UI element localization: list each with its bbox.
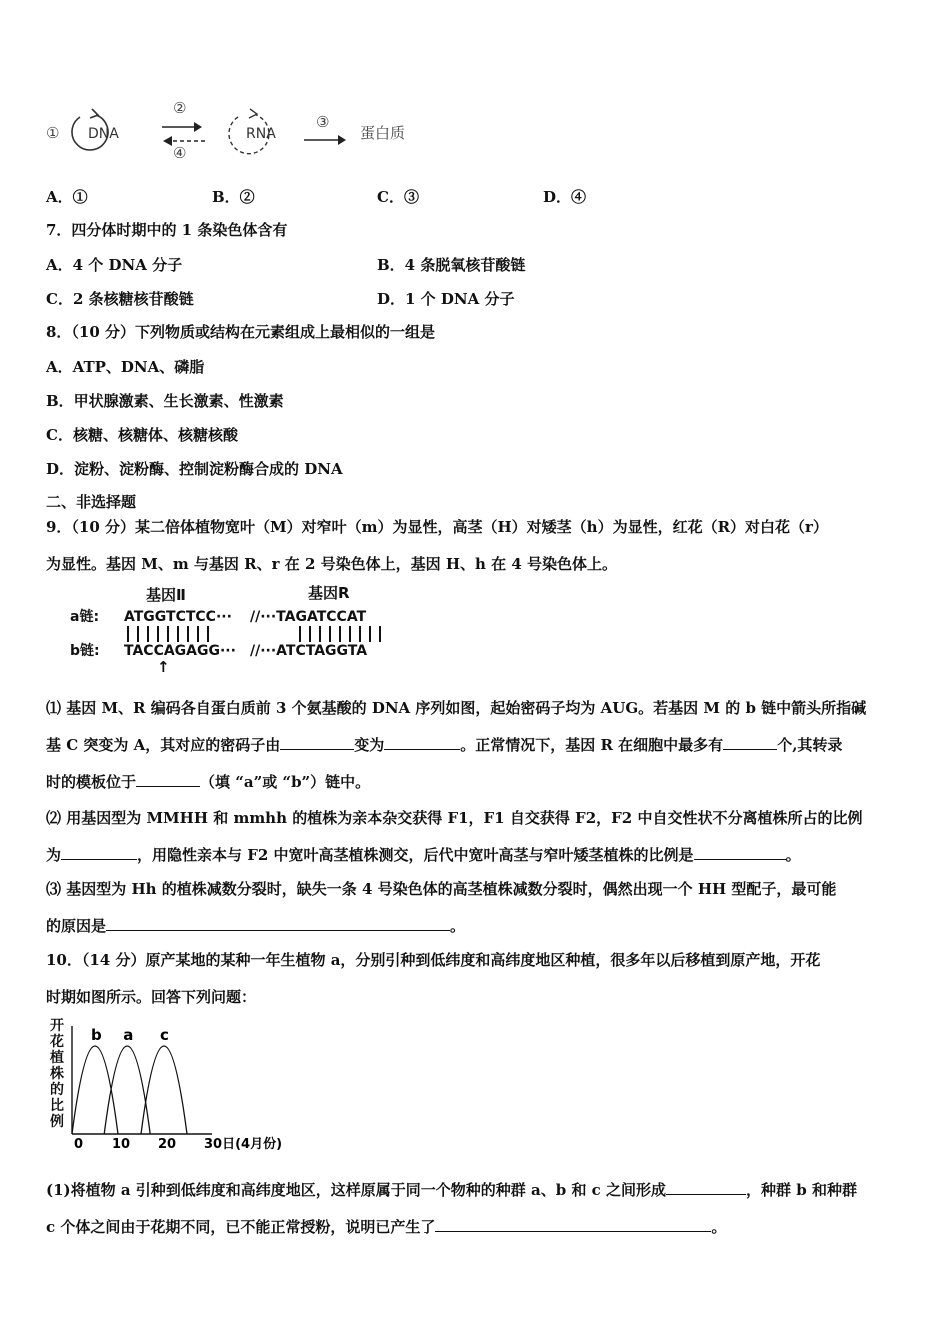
q8-stem: 8．（10 分）下列物质或结构在元素组成上最相似的一组是 xyxy=(46,323,436,341)
b-strand-label: b链: xyxy=(70,643,100,659)
q7-option-b: B．4 条脱氧核苷酸链 xyxy=(377,256,526,274)
protein-label: 蛋白质 xyxy=(360,124,406,142)
label-circle-4: ④ xyxy=(173,144,187,162)
a-strand-seq1: ATGGTCTCC··· xyxy=(124,609,232,625)
curve-label-b: b xyxy=(91,1026,102,1044)
curve-label-c: c xyxy=(160,1026,169,1044)
answer-blank-5[interactable] xyxy=(61,845,137,860)
answer-blank-6[interactable] xyxy=(694,845,786,860)
q6-option-a: A．① xyxy=(46,188,88,206)
q8-option-d: D．淀粉、淀粉酶、控制淀粉酶合成的 DNA xyxy=(46,460,343,478)
q10-p1-line1: (1)将植物 a 引种到低纬度和高纬度地区，这样原属于同一个物种的种群 a、b 和 c 之间形成 ，种群 b 和种群 xyxy=(46,1181,857,1199)
q9-p2-line1: ⑵ 用基因型为 MMHH 和 mmhh 的植株为亲本杂交获得 F1，F1 自交获得 F2，F2 中自交性状不分离植株所占的比例 xyxy=(46,809,863,827)
answer-blank-1[interactable] xyxy=(280,735,354,750)
answer-blank-2[interactable] xyxy=(384,735,460,750)
q10-p1-line2: c 个体之间由于花期不同，已不能正常授粉，说明已产生了 。 xyxy=(46,1218,727,1236)
x-tick-label: 30日(4月份) xyxy=(204,1137,283,1152)
q9-stem-line2: 为显性。基因 M、m 与基因 R、r 在 2 号染色体上，基因 H、h 在 4 号染色体上。 xyxy=(46,555,618,573)
q9-p3-line1: ⑶ 基因型为 Hh 的植株减数分裂时，缺失一条 4 号染色体的高茎植株减数分裂时，偶然出现一个 HH 型配子，最可能 xyxy=(46,880,837,898)
gene-m-label: 基因Ⅱ xyxy=(146,586,186,604)
q8-option-a: A．ATP、DNA、磷脂 xyxy=(46,358,205,376)
q6-option-b: B．② xyxy=(212,188,255,206)
q9-p2-line2: 为 ，用隐性亲本与 F2 中宽叶高茎植株测交，后代中宽叶高茎与窄叶矮茎植株的比例是 。 xyxy=(46,846,801,864)
reverse-transcription-arrowhead xyxy=(163,136,172,146)
a-strand-label: a链: xyxy=(70,609,100,625)
q9-p1-line3: 时的模板位于 （填 “a”或 “b”）链中。 xyxy=(46,773,371,791)
flowering-chart xyxy=(44,1016,294,1152)
b-strand-seq2: //···ATCTAGGTA xyxy=(250,643,368,659)
dna-label: DNA xyxy=(88,126,119,142)
label-circle-1: ① xyxy=(46,124,60,142)
q9-p3-line2: 的原因是 。 xyxy=(46,917,466,935)
answer-blank-9[interactable] xyxy=(435,1217,711,1232)
translation-arrowhead xyxy=(338,135,346,145)
transcription-arrowhead xyxy=(194,122,202,132)
mutation-arrow: ↑ xyxy=(157,658,170,674)
answer-blank-7[interactable] xyxy=(106,916,450,931)
q8-option-b: B．甲状腺激素、生长激素、性激素 xyxy=(46,392,284,410)
dna-replication-arrowhead xyxy=(90,109,98,118)
gene-sequence-figure xyxy=(66,582,406,674)
rna-replication-arrowhead xyxy=(249,109,257,118)
curve-label-a: a xyxy=(123,1026,134,1044)
q8-option-c: C．核糖、核糖体、核糖核酸 xyxy=(46,426,238,444)
q10-stem-line1: 10．（14 分）原产某地的某种一年生植物 a，分别引种到低纬度和高纬度地区种植，很多年以后移植到原产地，开花 xyxy=(46,951,821,969)
central-dogma-diagram xyxy=(40,95,440,165)
gene-r-label: 基因R xyxy=(308,584,350,602)
answer-blank-4[interactable] xyxy=(136,772,200,787)
q10-stem-line2: 时期如图所示。回答下列问题： xyxy=(46,988,257,1006)
b-strand-seq1: TACCAGAGG··· xyxy=(124,643,236,659)
q9-p1-line2: 基 C 突变为 A，其对应的密码子由 变为 。正常情况下，基因 R 在细胞中最多有 个,其转录 xyxy=(46,736,843,754)
label-circle-3: ③ xyxy=(316,113,330,131)
y-axis-label: 开花植株的比例 xyxy=(50,1018,64,1130)
q6-option-c: C．③ xyxy=(377,188,419,206)
x-tick-label: 10 xyxy=(112,1137,131,1152)
q7-option-d: D．1 个 DNA 分子 xyxy=(377,290,515,308)
q9-p1-line1: ⑴ 基因 M、R 编码各自蛋白质前 3 个氨基酸的 DNA 序列如图，起始密码子均为 AUG。若基因 M 的 b 链中箭头所指碱 xyxy=(46,699,867,717)
base-pair-bonds xyxy=(128,626,380,642)
label-circle-2: ② xyxy=(173,99,187,117)
q7-option-c: C．2 条核糖核苷酸链 xyxy=(46,290,194,308)
answer-blank-8[interactable] xyxy=(666,1180,746,1195)
q7-option-a: A．4 个 DNA 分子 xyxy=(46,256,183,274)
rna-label: RNA xyxy=(246,126,276,142)
x-tick-label: 0 xyxy=(74,1137,84,1152)
q9-stem-line1: 9．（10 分）某二倍体植物宽叶（M）对窄叶（m）为显性，高茎（H）对矮茎（h）为显性，红花（R）对白花（r） xyxy=(46,518,828,536)
answer-blank-3[interactable] xyxy=(723,735,777,750)
a-strand-seq2: //···TAGATCCAT xyxy=(250,609,367,625)
q7-stem: 7．四分体时期中的 1 条染色体含有 xyxy=(46,221,288,239)
x-tick-label: 20 xyxy=(158,1137,177,1152)
q6-option-d: D．④ xyxy=(543,188,587,206)
section-heading: 二、非选择题 xyxy=(46,493,137,511)
